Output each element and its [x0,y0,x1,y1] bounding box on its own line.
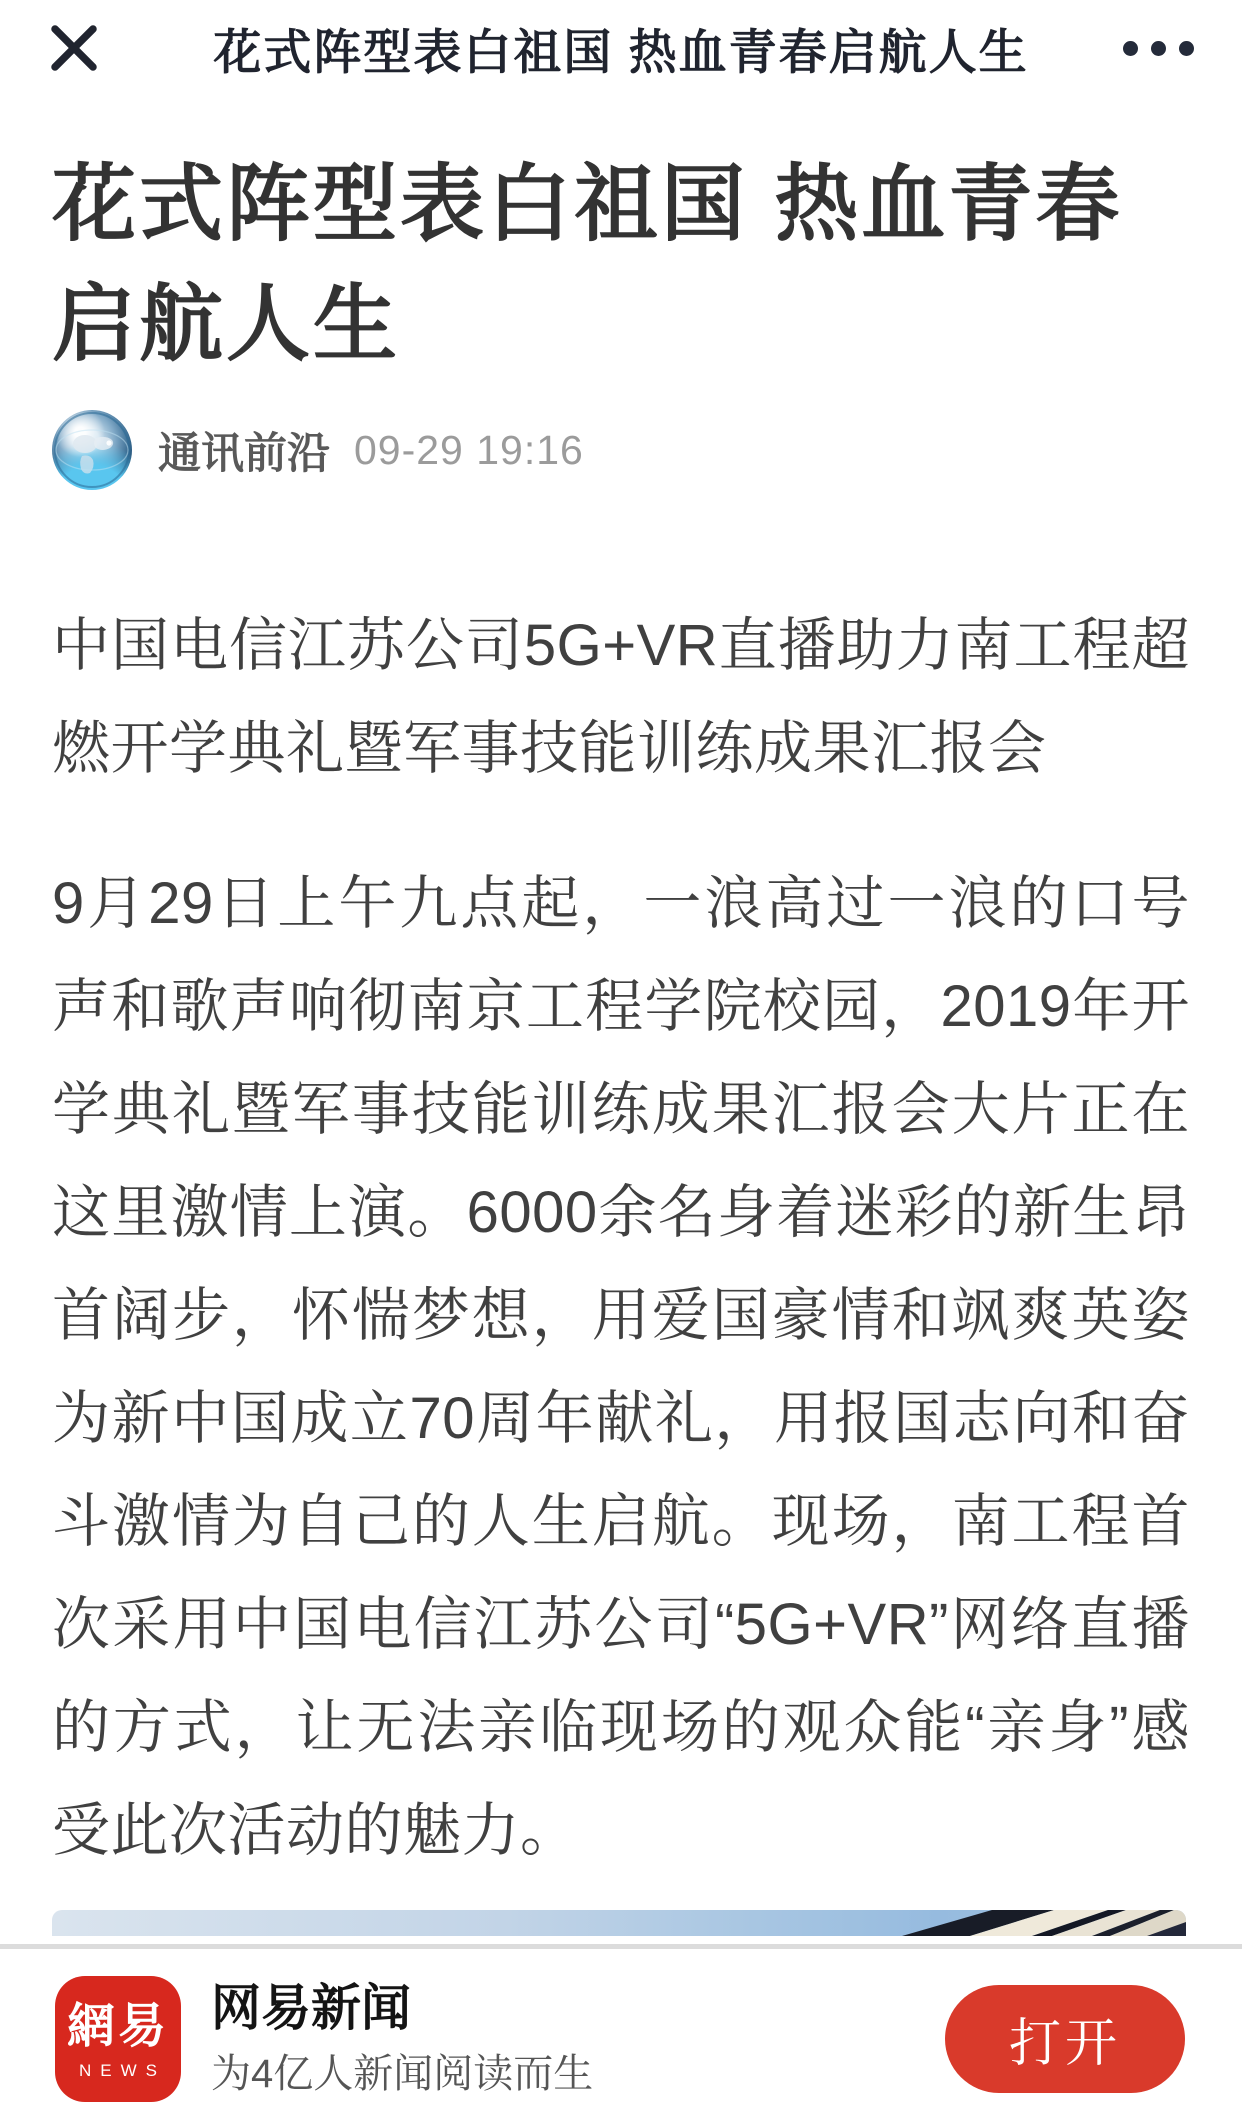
author-row [52,410,1190,490]
paragraph: 9月29日上午九点起，一浪高过一浪的口号声和歌声响彻南京工程学院校园，2019年开学典礼暨军事技能训练成果汇报会大片正在这里激情上演。6000余名身着迷彩的新生昂首阔步，怀惴梦想，用爱国豪情和飒爽英姿为新中国成立70周年献礼，用报国志向和奋斗激情为自己的人生启航。现场，南工程首次采用中国电信江苏公司“5G+VR”网络直播的方式，让无法亲临现场的观众能“亲身”感受此次活动的魅力。 [52,871,1190,1863]
netease-logo-sub: NEWS [79,2060,166,2080]
article-content [0,144,1242,1936]
open-app-button[interactable]: 打开 [945,1985,1185,2093]
app-name: 网易新闻 [211,1980,411,2036]
netease-logo-text: 網易 [66,1999,169,2053]
app-slogan: 为4亿人新闻阅读而生 [211,2052,594,2096]
paragraph: 中国电信江苏公司5G+VR直播助力南工程超燃开学典礼暨军事技能训练成果汇报会 [52,613,1190,781]
more-menu-icon[interactable] [1119,31,1198,66]
page-title: 花式阵型表白祖国 热血青春启航人生 [52,157,1123,371]
navbar-title: 花式阵型表白祖国 热血青春启航人生 [213,26,1029,80]
close-icon[interactable] [48,22,100,74]
author-name[interactable]: 通讯前沿 [158,429,330,478]
article-photo[interactable] [52,1910,1186,1936]
publish-time: 09-29 19:16 [354,426,584,473]
netease-logo-icon [55,1976,181,2102]
navbar [0,0,1242,96]
author-avatar-globe-icon[interactable] [52,410,132,490]
app-meta [211,1981,945,2096]
app-download-banner [0,1944,1242,2128]
